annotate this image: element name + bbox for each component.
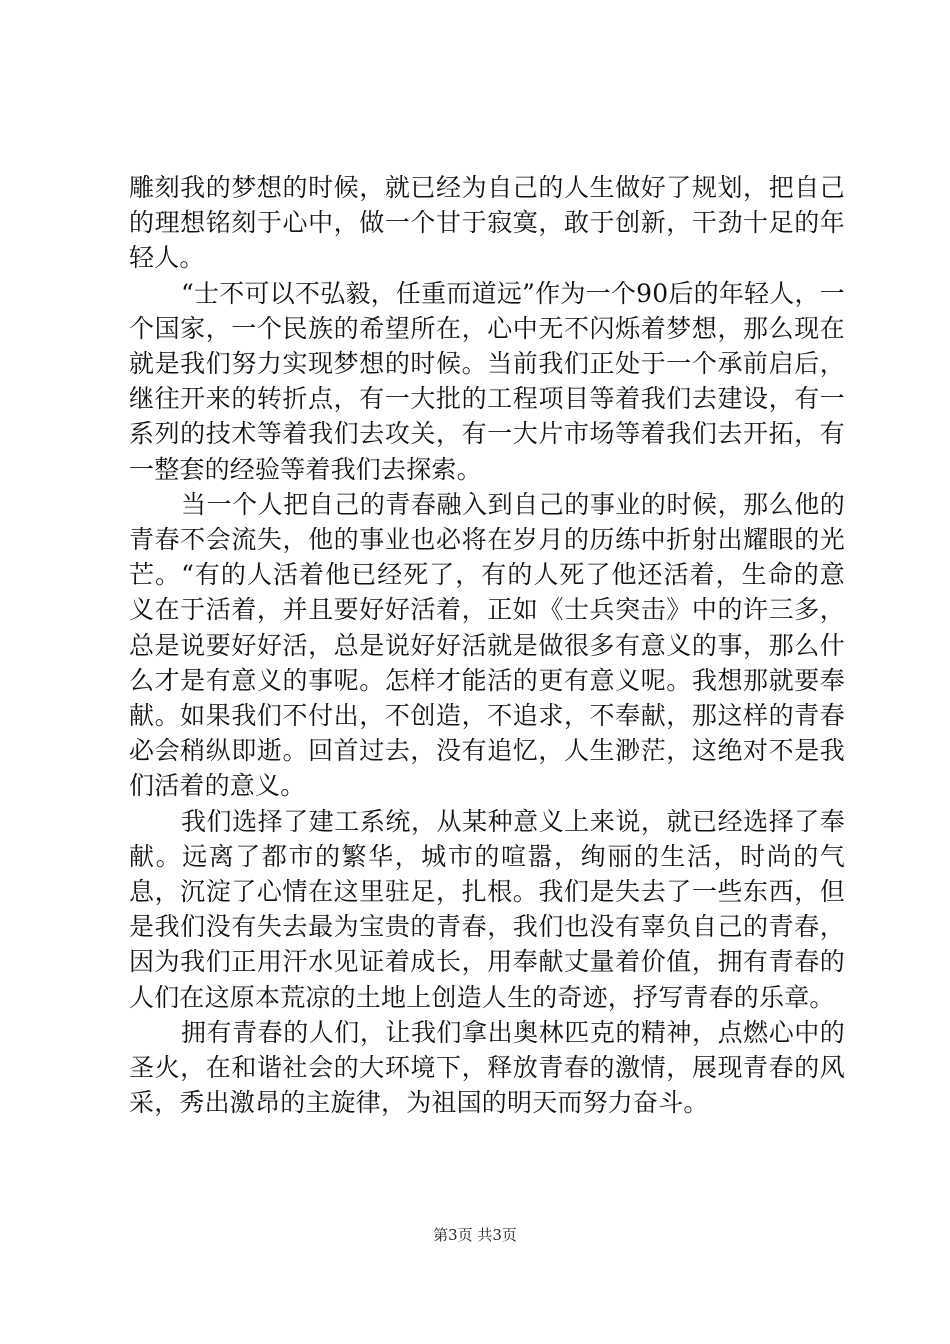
paragraph-3: 当一个人把自己的青春融入到自己的事业的时候，那么他的青春不会流失，他的事业也必将在岁月的历练中折射出耀眼的光芒。“有的人活着他已经死了，有的人死了他还活着，生命的意义在于活着，并且要好好活着，正如《士兵突击》中的许三多，总是说要好好活，总是说好好活就是做很多有意义的事，那么什么才是有意义的事呢。怎样才能活的更有意义呢。我想那就要奉献。如果我们不付出，不创造，不追求，不奉献，那这样的青春必会稍纵即逝。回首过去，没有追忆，人生渺茫，这绝对不是我们活着的意义。: [129, 489, 845, 801]
paragraph-4: 我们选择了建工系统，从某种意义上来说，就已经选择了奉献。远离了都市的繁华，城市的喧嚣，绚丽的生活，时尚的气息，沉淀了心情在这里驻足，扎根。我们是失去了一些东西，但是我们没有失去最为宝贵的青春，我们也没有辜负自己的青春，因为我们正用汗水见证着成长，用奉献丈量着价值，拥有青春的人们在这原本荒凉的土地上创造人生的奇迹，抒写青春的乐章。: [129, 806, 845, 1012]
paragraph-2: “士不可以不弘毅，任重而道远”作为一个90后的年轻人，一个国家，一个民族的希望所在，心中无不闪烁着梦想，那么现在就是我们努力实现梦想的时候。当前我们正处于一个承前启后，继往开来的转折点，有一大批的工程项目等着我们去建设，有一系列的技术等着我们去攻关，有一大片市场等着我们去开拓，有一整套的经验等着我们去探索。: [129, 278, 845, 484]
page-number-footer: 第3页 共3页: [433, 1226, 517, 1244]
paragraph-5: 拥有青春的人们，让我们拿出奥林匹克的精神，点燃心中的圣火，在和谐社会的大环境下，释放青春的激情，展现青春的风采，秀出激昂的主旋律，为祖国的明天而努力奋斗。: [129, 1017, 845, 1118]
document-body: [129, 170, 845, 1120]
paragraph-1: 雕刻我的梦想的时候，就已经为自己的人生做好了规划，把自己的理想铭刻于心中，做一个甘于寂寞，敢于创新，干劲十足的年轻人。: [129, 173, 845, 273]
